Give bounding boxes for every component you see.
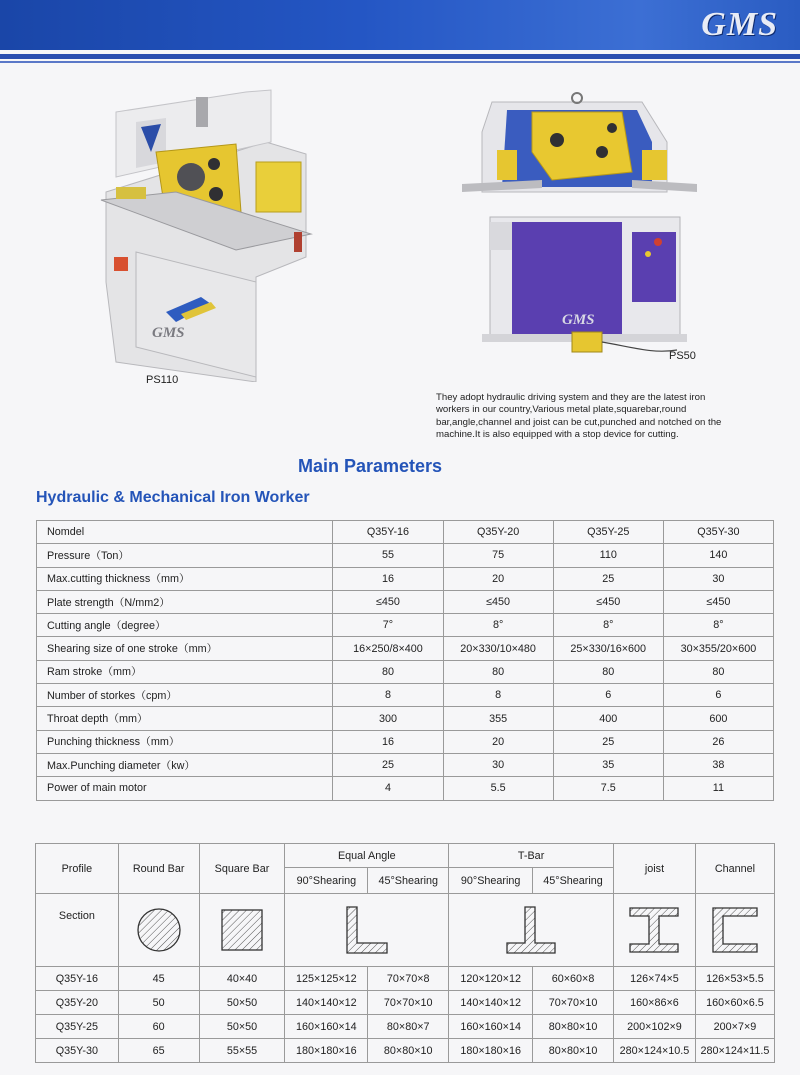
table-cell: Q35Y-30 — [36, 1039, 119, 1063]
profile-capacity-table — [35, 843, 775, 1063]
table-cell: 8 — [333, 684, 443, 707]
table-cell: Q35Y-25 — [36, 1015, 119, 1039]
table-cell: 8° — [443, 614, 553, 637]
table-cell: 125×125×12 — [285, 967, 368, 991]
table-cell: 180×180×16 — [449, 1039, 533, 1063]
square-bar-section-icon — [220, 908, 264, 952]
table-cell: Punching thickness（mm） — [37, 730, 333, 753]
table-row — [37, 753, 774, 776]
table-cell: 20 — [443, 567, 553, 590]
table-cell: 65 — [118, 1039, 199, 1063]
table-cell: 16×250/8×400 — [333, 637, 443, 660]
table-cell: 600 — [663, 707, 773, 730]
shearing-subheader: 90°Shearing — [285, 868, 368, 894]
round-bar-section-icon — [136, 907, 182, 953]
table-cell: 140×140×12 — [449, 991, 533, 1015]
table-cell: 35 — [553, 753, 663, 776]
square-bar-header: Square Bar — [199, 844, 285, 894]
table-cell: 140 — [663, 544, 773, 567]
table-header-row — [37, 521, 774, 544]
table-cell: 55 — [333, 544, 443, 567]
ps50-badge: GMS — [562, 312, 595, 328]
table-row — [37, 614, 774, 637]
table-cell: 5.5 — [443, 777, 553, 800]
table-cell: Plate strength（N/mm2） — [37, 590, 333, 613]
table-cell: 38 — [663, 753, 773, 776]
table-cell: 80×80×10 — [368, 1039, 449, 1063]
table-cell: 70×70×8 — [368, 967, 449, 991]
header-divider — [0, 54, 800, 59]
table-row — [36, 991, 775, 1015]
table-cell: Cutting angle（degree） — [37, 614, 333, 637]
ps110-caption: PS110 — [146, 374, 179, 386]
table-cell: 160×86×6 — [614, 991, 696, 1015]
table-cell: 25 — [553, 730, 663, 753]
table-cell: 20×330/10×480 — [443, 637, 553, 660]
table-cell: ≤450 — [553, 590, 663, 613]
header-divider-thin — [0, 61, 800, 63]
channel-section — [695, 894, 774, 967]
table-cell: 26 — [663, 730, 773, 753]
joist-section-icon — [628, 906, 680, 954]
table-cell: ≤450 — [333, 590, 443, 613]
table-cell: 25×330/16×600 — [553, 637, 663, 660]
table-cell: Number of storkes（cpm） — [37, 684, 333, 707]
table-cell: 40×40 — [199, 967, 285, 991]
table-cell: 8° — [663, 614, 773, 637]
t-bar-section-icon — [505, 905, 557, 955]
section-label: Section — [36, 894, 119, 967]
table-cell: 80 — [333, 660, 443, 683]
table-cell: 16 — [333, 730, 443, 753]
table-cell: Throat depth（mm） — [37, 707, 333, 730]
table-cell: 160×60×6.5 — [695, 991, 774, 1015]
table-row — [36, 1039, 775, 1063]
table-cell: 126×53×5.5 — [695, 967, 774, 991]
table-cell: 80 — [443, 660, 553, 683]
table-row — [37, 777, 774, 800]
ps110-machine-photo — [96, 82, 328, 382]
table-header-cell: Nomdel — [37, 521, 333, 544]
table-cell: 25 — [333, 753, 443, 776]
main-parameters-title: Main Parameters — [297, 456, 443, 476]
table-cell: 80×80×7 — [368, 1015, 449, 1039]
product-description: They adopt hydraulic driving system and they are the latest iron workers in our country,Various metal plate,squarebar,round bar,angle,channel and joist can be cut,punched and notched on the machine.It is also equipped with a stop device for cutting. — [436, 392, 722, 441]
table-cell: Q35Y-16 — [36, 967, 119, 991]
table-cell: 50×50 — [199, 991, 285, 1015]
header-bar — [0, 0, 800, 50]
t-bar-header: T-Bar — [449, 844, 614, 868]
table-header-cell: Q35Y-30 — [663, 521, 773, 544]
section-row — [36, 894, 775, 967]
table-row — [36, 1015, 775, 1039]
table-cell: ≤450 — [663, 590, 773, 613]
table-cell: 20 — [443, 730, 553, 753]
table-cell: 200×102×9 — [614, 1015, 696, 1039]
table-cell: 6 — [553, 684, 663, 707]
profile-header: Profile — [36, 844, 119, 894]
channel-section-icon — [711, 906, 759, 954]
table-row — [37, 567, 774, 590]
table-cell: 8 — [443, 684, 553, 707]
round-bar-header: Round Bar — [118, 844, 199, 894]
equal-angle-section — [285, 894, 449, 967]
table-row — [37, 590, 774, 613]
table-cell: 80 — [663, 660, 773, 683]
table-row — [37, 707, 774, 730]
table-cell: 300 — [333, 707, 443, 730]
table-row — [37, 544, 774, 567]
brand-logo: GMS — [701, 6, 778, 43]
parameters-table — [36, 520, 774, 801]
table-cell: 80 — [553, 660, 663, 683]
equal-angle-section-icon — [345, 905, 389, 955]
ps110-badge: GMS — [152, 325, 185, 341]
table-cell: 30 — [663, 567, 773, 590]
table-cell: 50×50 — [199, 1015, 285, 1039]
table-cell: 280×124×11.5 — [695, 1039, 774, 1063]
joist-section — [614, 894, 696, 967]
shearing-subheader: 45°Shearing — [368, 868, 449, 894]
table-cell: 180×180×16 — [285, 1039, 368, 1063]
square-bar-section — [199, 894, 285, 967]
shearing-subheader: 45°Shearing — [533, 868, 614, 894]
table-header-cell: Q35Y-20 — [443, 521, 553, 544]
table-cell: 16 — [333, 567, 443, 590]
table-cell: Q35Y-20 — [36, 991, 119, 1015]
table-header-cell: Q35Y-16 — [333, 521, 443, 544]
table-cell: Power of main motor — [37, 777, 333, 800]
table-cell: 60×60×8 — [533, 967, 614, 991]
table-cell: 70×70×10 — [533, 991, 614, 1015]
table-cell: 60 — [118, 1015, 199, 1039]
table-cell: 70×70×10 — [368, 991, 449, 1015]
table-cell: 140×140×12 — [285, 991, 368, 1015]
table-cell: 45 — [118, 967, 199, 991]
table-cell: 355 — [443, 707, 553, 730]
table-cell: 25 — [553, 567, 663, 590]
table-cell: 110 — [553, 544, 663, 567]
table-row — [37, 637, 774, 660]
table-header-row — [36, 844, 775, 868]
table-cell: 80×80×10 — [533, 1015, 614, 1039]
table-cell: 200×7×9 — [695, 1015, 774, 1039]
table-cell: 50 — [118, 991, 199, 1015]
table-cell: 160×160×14 — [449, 1015, 533, 1039]
table-cell: 7.5 — [553, 777, 663, 800]
table-cell: Ram stroke（mm） — [37, 660, 333, 683]
table-cell: 280×124×10.5 — [614, 1039, 696, 1063]
table-cell: 11 — [663, 777, 773, 800]
table-cell: 8° — [553, 614, 663, 637]
ps50-machine-photo — [462, 92, 702, 367]
table-header-cell: Q35Y-25 — [553, 521, 663, 544]
table-cell: 4 — [333, 777, 443, 800]
table-cell: 120×120×12 — [449, 967, 533, 991]
round-bar-section — [118, 894, 199, 967]
table-row — [37, 684, 774, 707]
table-cell: 7° — [333, 614, 443, 637]
table-cell: 55×55 — [199, 1039, 285, 1063]
table-cell: Shearing size of one stroke（mm） — [37, 637, 333, 660]
ps50-caption: PS50 — [669, 350, 696, 362]
table-cell: 75 — [443, 544, 553, 567]
table-row — [36, 967, 775, 991]
table-row — [37, 660, 774, 683]
table-cell: 80×80×10 — [533, 1039, 614, 1063]
table-cell: Pressure（Ton） — [37, 544, 333, 567]
table-cell: 400 — [553, 707, 663, 730]
iron-worker-subtitle: Hydraulic & Mechanical Iron Worker — [36, 489, 310, 506]
table-cell: 160×160×14 — [285, 1015, 368, 1039]
table-cell: Max.cutting thickness（mm） — [37, 567, 333, 590]
table-cell: 126×74×5 — [614, 967, 696, 991]
t-bar-section — [449, 894, 614, 967]
shearing-subheader: 90°Shearing — [449, 868, 533, 894]
table-row — [37, 730, 774, 753]
table-cell: 30 — [443, 753, 553, 776]
table-cell: 30×355/20×600 — [663, 637, 773, 660]
table-cell: 6 — [663, 684, 773, 707]
table-cell: Max.Punching diameter（kw） — [37, 753, 333, 776]
channel-header: Channel — [695, 844, 774, 894]
equal-angle-header: Equal Angle — [285, 844, 449, 868]
joist-header: joist — [614, 844, 696, 894]
table-cell: ≤450 — [443, 590, 553, 613]
